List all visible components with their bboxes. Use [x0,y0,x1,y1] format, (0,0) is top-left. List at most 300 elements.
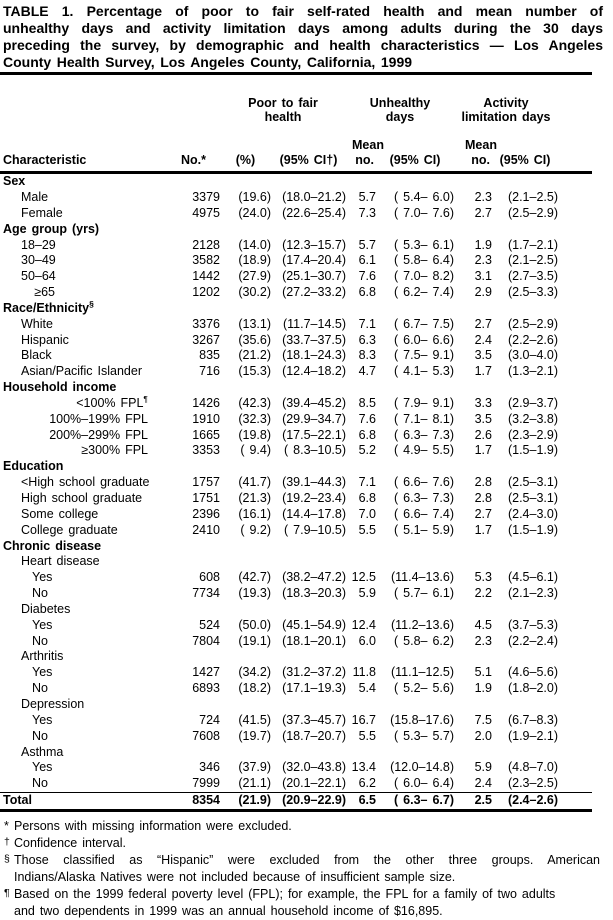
table-row [0,364,592,380]
header-spacer [0,82,220,138]
cell: ( 5.8– 6.2) [394,633,454,648]
row-label: High school graduate [21,491,143,505]
cell: (11.4–13.6) [390,570,454,585]
cell: ( 6.0– 6.4) [394,776,454,791]
cell: 524 [199,617,220,632]
cell: ( 5.4– 6.0) [394,189,454,204]
cell: 13.4 [351,760,376,775]
cell: 8.5 [358,395,376,410]
cell: (21.3) [238,491,271,505]
cell: (18.7–20.7) [282,728,346,743]
cell: (42.3) [238,395,271,410]
row-label: Yes [32,712,53,727]
cell: 2.9 [474,285,492,300]
row-label: No [32,586,48,601]
cell: 7999 [192,776,220,791]
row-label: No [32,633,48,648]
cell: (2.3–2.9) [507,427,558,442]
cell: (50.0) [238,617,271,632]
section-row [0,380,592,396]
footnote-text: Confidence interval. [14,835,126,850]
cell: (1.9–2.1) [507,728,558,743]
row-label: Age group (yrs) [3,221,100,236]
table-row [0,745,592,761]
cell: 5.7 [358,189,376,204]
cell: (2.2–2.6) [507,332,558,347]
cell: 1202 [192,285,220,300]
cell: 6.8 [358,285,376,300]
cell: (2.9–3.7) [507,395,558,410]
cell: 7.1 [358,316,376,331]
cell: (12.3–15.7) [282,237,346,252]
table-row [0,428,592,444]
cell: (17.4–20.4) [282,253,346,268]
table-row [0,475,592,491]
cell: 7.6 [358,269,376,284]
group-label-line: Poor to fair [248,95,318,110]
cell: (19.3) [238,586,271,601]
cell: 2.3 [474,189,492,204]
cell: (42.7) [238,570,271,585]
cell: 724 [199,712,220,727]
cell: (33.7–37.5) [282,332,346,347]
row-label: 100%–199% FPL [49,411,148,426]
row-label: 30–49 [21,253,56,268]
section-row [0,459,592,475]
table-row [0,681,592,697]
cell: 5.2 [358,443,376,458]
cell: 2128 [192,237,220,252]
cell: (4.8–7.0) [507,760,558,775]
cell: (1.3–2.1) [507,364,558,379]
cell: (29.9–34.7) [282,411,346,426]
cell: ( 6.0– 6.6) [394,332,454,347]
cell: (19.8) [238,427,271,442]
cell: (2.5–2.9) [507,205,558,220]
cell: 5.4 [358,681,376,696]
cell: ( 4.1– 5.3) [394,364,454,379]
row-label: Diabetes [21,601,71,616]
cell: ( 6.2– 7.4) [394,285,454,300]
cell: (25.1–30.7) [282,269,346,284]
row-label: Heart disease [21,554,100,569]
row-label: Female [21,205,63,220]
col-header-percent-ci: (95% CI†) [279,153,338,168]
row-label: <High school graduate [21,475,150,490]
header-mean-row [0,138,613,153]
cell: (38.2–47.2) [282,570,346,585]
cell: 4975 [192,205,220,220]
cell: 3.5 [474,348,492,363]
table-row [0,393,592,412]
footnote-text: Indians/Alaska Natives were not included because of insufficient sample size. [14,869,456,884]
group-label-line: limitation days [461,109,551,124]
table-bottom-rule [0,809,592,812]
row-label: Male [21,189,49,204]
cell: 6.1 [358,253,376,268]
cell: (32.3) [238,411,271,426]
section-row [0,174,592,190]
cell: (19.7) [238,728,271,743]
table-row [0,190,592,206]
cell: ( 7.0– 8.2) [394,269,454,284]
cell: 7.5 [474,712,492,727]
table-row [0,238,592,254]
title-line: County Health Survey, Los Angeles County, California, 1999 [3,53,413,70]
row-label: Chronic disease [3,538,102,553]
table-row [0,713,592,729]
cell: (12.0–14.8) [390,760,454,775]
cell: 8.3 [358,348,376,363]
footnote-text: Based on the 1999 federal poverty level (FPL); for example, the FPL for a family of two adults [14,886,556,901]
cell: (37.9) [238,760,271,775]
group-label-line: days [385,109,415,124]
table-row [0,776,592,792]
table-row [0,348,592,364]
group-label-line: Activity [483,95,529,110]
cell: 5.9 [358,586,376,601]
cell: (31.2–37.2) [282,665,346,680]
cell: (4.5–6.1) [507,570,558,585]
header-group-activity-limitation-days [454,82,558,138]
cell: (11.1–12.5) [390,665,454,680]
footnotes [0,818,600,920]
cell: 2.5 [474,793,492,808]
cell: (6.7–8.3) [507,712,558,727]
table-row [0,570,592,586]
footnote-marker: § [89,298,94,309]
cell: 2.3 [474,253,492,268]
cell: ( 7.1– 8.1) [394,411,454,426]
cell: 1665 [192,427,220,442]
cell: ( 5.7– 6.1) [394,586,454,601]
cell: (18.3–20.3) [282,586,346,601]
cell: ( 9.4) [240,443,271,458]
cell: 1910 [192,411,220,426]
cell: (2.4–3.0) [507,506,558,521]
cell: (34.2) [238,665,271,680]
col-header-unhealthy-ci: (95% CI) [389,153,441,168]
cell: (3.2–3.8) [507,411,558,426]
row-label: 18–29 [21,237,56,252]
footnote-marker: ¶ [4,886,10,899]
row-label: Race/Ethnicity§ [3,298,94,315]
title-rule [0,72,592,75]
cell: 2.8 [474,475,492,490]
cell: 16.7 [351,712,376,727]
cell: (21.1) [238,776,271,791]
cell: 3.5 [474,411,492,426]
title-line: TABLE 1. Percentage of poor to fair self-rated health and mean number of [3,3,603,19]
footnote-marker: † [4,835,10,848]
row-label: 200%–299% FPL [49,427,148,442]
cell: 2.7 [474,205,492,220]
cell: 6.5 [358,793,376,808]
cell: 346 [199,760,220,775]
cell: ( 5.2– 5.6) [394,681,454,696]
cell: 2.3 [474,633,492,648]
table-row [0,554,592,570]
row-label: Asian/Pacific Islander [21,364,143,379]
row-label: No [32,681,48,696]
cell: ( 8.3–10.5) [284,443,346,458]
cell: 2.8 [474,491,492,505]
row-label: ≥65 [34,285,55,300]
cell: (2.5–3.3) [507,285,558,300]
footnote-marker: ¶ [143,393,148,404]
cell: (2.5–2.9) [507,316,558,331]
col-header-no: No.* [181,153,206,168]
cell: 5.3 [474,570,492,585]
cell: 1.7 [474,522,492,537]
table-row [0,317,592,333]
table-row [0,253,592,269]
cell: (18.1–24.3) [282,348,346,363]
row-label: Yes [32,617,53,632]
cell: 5.5 [358,728,376,743]
cell: 1.9 [474,237,492,252]
col-header-activity-ci: (95% CI) [499,153,551,168]
cell: (1.8–2.0) [507,681,558,696]
cell: 7804 [192,633,220,648]
table-row [0,649,592,665]
cell: ( 5.8– 6.4) [394,253,454,268]
cell: (27.9) [238,269,271,284]
cell: 1757 [192,475,220,490]
footnote-fpl-definition [0,886,600,920]
group-label-line: health [264,109,302,124]
table-row [0,697,592,713]
table-row [0,491,592,507]
cell: (18.0–21.2) [282,189,346,204]
cell: (30.2) [238,285,271,300]
row-label: Some college [21,506,99,521]
cell: (13.1) [238,316,271,331]
cell: (15.3) [238,364,271,379]
cell: (2.5–3.1) [507,491,558,505]
cell: 2.6 [474,427,492,442]
footnote-excluded [0,818,600,835]
cell: 12.5 [351,570,376,585]
cell: 7734 [192,586,220,601]
table-row [0,760,592,776]
cell: (11.2–13.6) [390,617,454,632]
cell: (20.1–22.1) [282,776,346,791]
mean-label-activity: Mean [465,137,497,152]
cell: (41.7) [238,475,271,490]
cell: (19.6) [238,189,271,204]
cell: 1.7 [474,443,492,458]
header-group-poor-to-fair-health [220,82,346,138]
cell: (27.2–33.2) [282,285,346,300]
cell: (41.5) [238,712,271,727]
cell: (19.2–23.4) [282,491,346,505]
cell: 7.1 [358,475,376,490]
cell: (37.3–45.7) [282,712,346,727]
footnote-text: Persons with missing information were excluded. [14,818,292,833]
table-row [0,333,592,349]
cell: 2.4 [474,776,492,791]
cell: (45.1–54.9) [282,617,346,632]
row-label: College graduate [21,522,118,537]
footnote-text: Those classified as “Hispanic” were excluded from the other three groups. American [14,852,600,867]
cell: (4.6–5.6) [507,665,558,680]
cell: (18.9) [238,253,271,268]
cell: 6893 [192,681,220,696]
cell: (21.2) [238,348,271,363]
section-row [0,222,592,238]
cell: (2.3–2.5) [507,776,558,791]
cell: (17.1–19.3) [282,681,346,696]
cell: (21.9) [238,793,271,808]
cell: ( 7.5– 9.1) [394,348,454,363]
mean-label-unhealthy: Mean [352,137,384,152]
cell: 2.7 [474,316,492,331]
row-label: White [21,316,53,331]
table-title [3,3,603,71]
table-row [0,586,592,602]
cell: 5.5 [358,522,376,537]
row-label: ≥300% FPL [81,443,148,458]
cell: (2.5–3.1) [507,475,558,490]
row-label: Household income [3,380,117,395]
cell: (20.9–22.9) [282,793,346,808]
cell: (35.6) [238,332,271,347]
row-label: Education [3,459,64,474]
cell: 1427 [192,665,220,680]
footnote-text: and two dependents in 1999 was an annual household income of $16,895. [14,903,443,918]
table-body [0,174,592,809]
cell: 2.4 [474,332,492,347]
cell: (16.1) [238,506,271,521]
cell: (3.0–4.0) [507,348,558,363]
cell: (24.0) [238,205,271,220]
cell: 2410 [192,522,220,537]
cell: (2.1–2.5) [507,189,558,204]
row-label: Total [3,793,32,808]
cell: 5.9 [474,760,492,775]
cell: 7.0 [358,506,376,521]
cell: 5.1 [474,665,492,680]
cell: (18.1–20.1) [282,633,346,648]
cell: 2.2 [474,586,492,601]
cell: 6.0 [358,633,376,648]
table-row [0,523,592,539]
cell: 3379 [192,189,220,204]
footnote-marker: * [4,818,9,833]
table-row [0,443,592,459]
cell: 2.7 [474,506,492,521]
cell: ( 5.3– 5.7) [394,728,454,743]
row-label: Asthma [21,744,64,759]
cell: 6.3 [358,332,376,347]
cell: 3.1 [474,269,492,284]
cell: ( 6.6– 7.4) [394,506,454,521]
cell: 2.0 [474,728,492,743]
table-row [0,729,592,745]
table-row [0,618,592,634]
col-header-activity-mean-no: no. [471,153,490,168]
group-label-line: Unhealthy [369,95,431,110]
cell: 6.8 [358,427,376,442]
cell: 3582 [192,253,220,268]
footnote-marker: § [4,852,10,865]
cell: 3353 [192,443,220,458]
cell: 3267 [192,332,220,347]
cell: (2.7–3.5) [507,269,558,284]
cell: (11.7–14.5) [282,316,346,331]
row-label: No [32,776,48,791]
cell: ( 7.9– 9.1) [394,395,454,410]
cell: (2.2–2.4) [507,633,558,648]
cell: (15.8–17.6) [390,712,454,727]
cell: ( 6.3– 6.7) [394,793,454,808]
table-row [0,507,592,523]
cell: 12.4 [351,617,376,632]
cell: 835 [199,348,220,363]
cell: (2.4–2.6) [507,793,558,808]
cell: 1751 [192,491,220,505]
col-header-percent: (%) [235,153,256,168]
row-label: Yes [32,570,53,585]
title-line: preceding the survey, by demographic and health characteristics — Los Angeles [3,36,603,53]
footnote-confidence-interval [0,835,600,852]
table-row [0,206,592,222]
cell: 5.7 [358,237,376,252]
row-label: Yes [32,760,53,775]
cell: (18.2) [238,681,271,696]
cell: (17.5–22.1) [282,427,346,442]
cell: 4.7 [358,364,376,379]
cell: ( 6.3– 7.3) [394,491,454,505]
cell: 6.8 [358,491,376,505]
cell: (39.1–44.3) [282,475,346,490]
cell: 1.9 [474,681,492,696]
row-label: <100% FPL¶ [76,393,148,410]
header-column-labels [0,152,613,169]
row-label: 50–64 [21,269,56,284]
row-label: Arthritis [21,649,64,664]
cell: 716 [199,364,220,379]
cell: 3.3 [474,395,492,410]
table-row [0,602,592,618]
cell: 7.6 [358,411,376,426]
section-row [0,539,592,555]
cell: 1.7 [474,364,492,379]
footnote-hispanic-classification [0,852,600,886]
table-row [0,665,592,681]
table-header [0,82,613,175]
row-label: Black [21,348,52,363]
cell: ( 5.3– 6.1) [394,237,454,252]
cell: (1.7–2.1) [507,237,558,252]
cell: 2396 [192,506,220,521]
table-row [0,412,592,428]
cell: (14.4–17.8) [282,506,346,521]
cell: 6.2 [358,776,376,791]
row-label: Sex [3,174,26,189]
cell: 7608 [192,728,220,743]
cell: ( 7.0– 7.6) [394,205,454,220]
cell: (19.1) [238,633,271,648]
table-row [0,269,592,285]
row-label: Hispanic [21,332,69,347]
row-label: Depression [21,696,85,711]
cell: 608 [199,570,220,585]
cell: ( 6.6– 7.6) [394,475,454,490]
cell: (1.5–1.9) [507,522,558,537]
cell: ( 4.9– 5.5) [394,443,454,458]
